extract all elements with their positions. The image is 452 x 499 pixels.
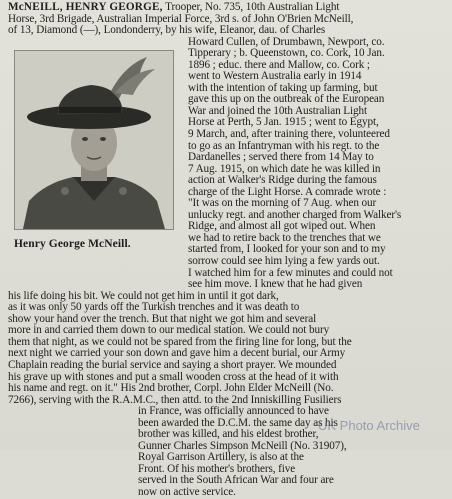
- text-line: his life doing his bit. We could not get him in until it got dark,: [8, 290, 279, 302]
- text-line: been awarded the D.C.M. the same day as his: [138, 417, 338, 429]
- watermark: UK Photo Archive: [318, 418, 420, 433]
- header-line: [8, 2, 446, 14]
- text-line: show your hand over the trench. But that night we got him and several: [8, 313, 317, 325]
- text-line: unlucky regt. and another charged from Walker's: [188, 209, 402, 221]
- text-line: his name and regt. on it." His 2nd brother, Corpl. John Elder McNeill (No.: [8, 383, 334, 395]
- text-line: Howard Cullen, of Drumbawn, Newport, co.: [188, 36, 385, 48]
- text-line: see him move. I knew that he had given: [188, 279, 363, 291]
- text-line: Gunner Charles Simpson McNeill (No. 31907),: [138, 440, 347, 452]
- text-line: as it was only 50 yards off the Turkish trenches and it was death to: [8, 302, 300, 314]
- text-line: Dardanelles ; served there from 14 May to: [188, 152, 374, 164]
- text-line: with the intention of taking up farming, but: [188, 82, 378, 94]
- text-line: 7 Aug. 1915, on which date he was killed in: [188, 163, 381, 175]
- text-line: gave this up on the outbreak of the European: [188, 94, 385, 106]
- text-line: Front. Of his mother's brothers, five: [138, 463, 296, 475]
- text-line: I watched him for a few minutes and could not: [188, 267, 393, 279]
- text-line: we had to retire back to the trenches that we: [188, 232, 381, 244]
- text-line: next night we carried your son down and gave him a decent burial, our Army: [8, 348, 346, 360]
- text-line: them that night, as we could not be spared from the firing line for long, but the: [8, 336, 352, 348]
- text-line: started from, I looked for your son and to my: [188, 244, 386, 256]
- text-line: more in and carried them down to our medical station. We could not bury: [8, 325, 330, 337]
- portrait-illustration: [15, 51, 173, 229]
- text-line: War and joined the 10th Australian Light: [188, 105, 368, 117]
- text-line: 7266), serving with the R.A.M.C., then attd. to the 2nd Inniskilling Fusiliers: [8, 394, 342, 406]
- portrait-photo: [14, 50, 174, 230]
- text-line: Horse at Perth, 5 Jan. 1915 ; went to Egypt,: [188, 117, 379, 129]
- header-line-rest: Trooper, No. 735, 10th Australian Light: [165, 2, 340, 13]
- text-line: "It was on the morning of 7 Aug. when our: [188, 198, 377, 210]
- text-line: 9 March, and, after training there, volunteered: [188, 129, 390, 141]
- text-line: now on active service.: [138, 486, 236, 498]
- text-line: Royal Garrison Artillery, is also at the: [138, 452, 304, 464]
- text-line: of 13, Diamond (—), Londonderry, by his wife, Eleanor, dau. of Charles: [8, 25, 326, 37]
- text-line: charge of the Light Horse. A comrade wrote :: [188, 186, 387, 198]
- text-line: to go as an Infantryman with his regt. to the: [188, 140, 380, 152]
- text-line: his grave up with stones and put a small wooden cross at the head of it with: [8, 371, 339, 383]
- text-line: brother was killed, and his eldest brother,: [138, 429, 319, 441]
- text-line: Horse, 3rd Brigade, Australian Imperial Force, 3rd s. of John O'Brien McNeill,: [8, 13, 354, 25]
- text-line: Tipperary ; b. Queenstown, co. Cork, 10 Jan.: [188, 48, 385, 60]
- text-line: in France, was officially announced to have: [138, 406, 329, 418]
- text-line: went to Western Australia early in 1914: [188, 71, 362, 83]
- text-line: Chaplain reading the burial service and saying a short prayer. We mounded: [8, 359, 337, 371]
- text-line: 1896 ; educ. there and Mallow, co. Cork ;: [188, 59, 370, 71]
- text-line: action at Walker's Ridge during the famous: [188, 175, 377, 187]
- text-line: Ridge, and almost all got wiped out. When: [188, 221, 376, 233]
- subject-name: McNEILL, HENRY GEORGE,: [8, 2, 163, 13]
- text-line: sorrow could see him lying a few yards out.: [188, 256, 380, 268]
- photo-caption: Henry George McNeill.: [14, 238, 131, 250]
- text-line: served in the South African War and four are: [138, 475, 334, 487]
